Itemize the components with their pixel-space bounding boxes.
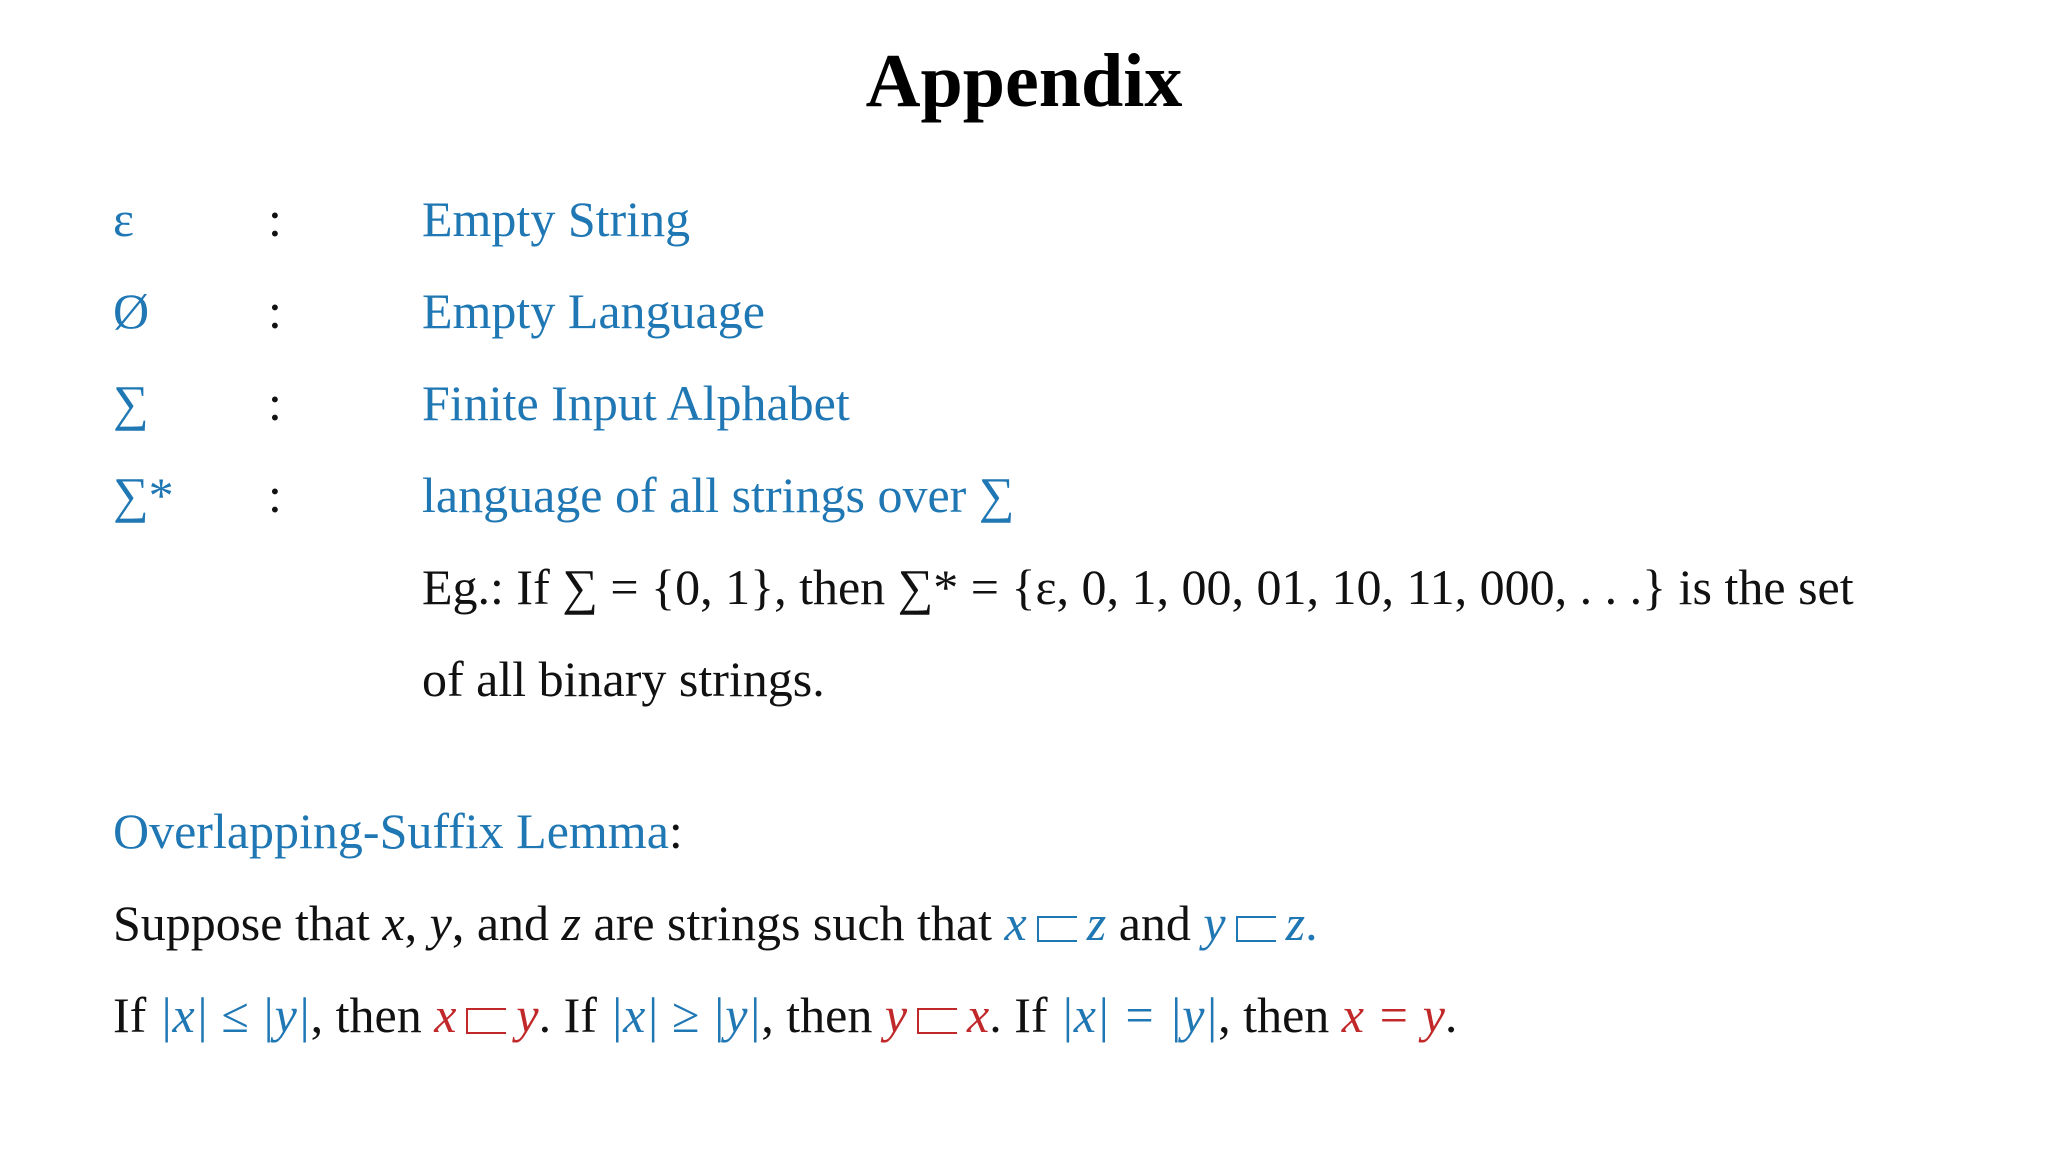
text-segment: and <box>1106 895 1204 951</box>
var-x: x <box>434 987 457 1043</box>
text-segment: . If <box>989 987 1061 1043</box>
lemma-statement-2 <box>113 980 1457 1050</box>
page-title: Appendix <box>865 39 1183 123</box>
text-segment: , and <box>451 895 562 951</box>
definition-description: language of all strings over ∑ <box>422 467 1015 523</box>
definition-symbol: ε <box>113 191 134 247</box>
text-segment: , then <box>1218 987 1342 1043</box>
var-z: z <box>1086 895 1107 951</box>
example-line-1: Eg.: If ∑ = {0, 1}, then ∑* = {ε, 0, 1, 00, 01, 10, 11, 000, . . .} is the set <box>422 559 1854 615</box>
lemma-statement-1 <box>113 888 1318 958</box>
suffix-relation-yz <box>1203 895 1317 951</box>
definition-description: Empty String <box>422 191 691 247</box>
var-y: y <box>516 987 539 1043</box>
definition-colon: : <box>268 467 282 523</box>
text-segment: are strings such that <box>581 895 1005 951</box>
suffix-symbol <box>1236 916 1276 942</box>
condition-eq: |x| = |y| <box>1060 987 1219 1043</box>
definition-colon: : <box>268 283 282 339</box>
lemma-heading <box>113 796 683 866</box>
suffix-symbol <box>917 1008 957 1034</box>
condition-le: |x| ≤ |y| <box>158 987 311 1043</box>
var-x: x <box>1004 895 1027 951</box>
result-x-equals-y: x = y <box>1341 987 1445 1043</box>
text-segment: Suppose that <box>113 895 383 951</box>
example-line-2: of all binary strings. <box>422 651 825 707</box>
definition-row <box>0 184 2048 254</box>
suffix-symbol <box>1037 916 1077 942</box>
var-z: z <box>561 895 582 951</box>
text-segment: . If <box>538 987 610 1043</box>
var-y: y <box>429 895 452 951</box>
lemma-name: Overlapping-Suffix Lemma <box>113 803 669 859</box>
text-segment: If <box>113 987 159 1043</box>
var-x: x <box>382 895 405 951</box>
var-x: x <box>967 987 990 1043</box>
text-segment: . <box>1305 895 1318 951</box>
suffix-relation-xz <box>1005 895 1107 951</box>
definition-colon: : <box>268 191 282 247</box>
text-segment: , then <box>310 987 435 1043</box>
definition-description: Finite Input Alphabet <box>422 375 850 431</box>
suffix-symbol <box>466 1008 506 1034</box>
text-segment: , then <box>761 987 885 1043</box>
definition-description: Empty Language <box>422 283 765 339</box>
definition-symbol: ∑* <box>113 467 174 523</box>
definition-row <box>0 460 2048 530</box>
lemma-colon: : <box>668 803 683 859</box>
var-y: y <box>884 987 908 1043</box>
definition-symbol: Ø <box>113 283 150 339</box>
text-segment: . <box>1444 987 1458 1043</box>
result-y-suffix-x <box>885 987 989 1043</box>
definition-symbol: ∑ <box>113 375 149 431</box>
var-y: y <box>1203 895 1226 951</box>
result-x-suffix-y <box>434 987 538 1043</box>
definition-row <box>0 368 2048 438</box>
condition-ge: |x| ≥ |y| <box>609 987 762 1043</box>
text-segment: , <box>404 895 430 951</box>
definition-colon: : <box>268 375 282 431</box>
var-z: z <box>1285 895 1306 951</box>
definition-row <box>0 276 2048 346</box>
